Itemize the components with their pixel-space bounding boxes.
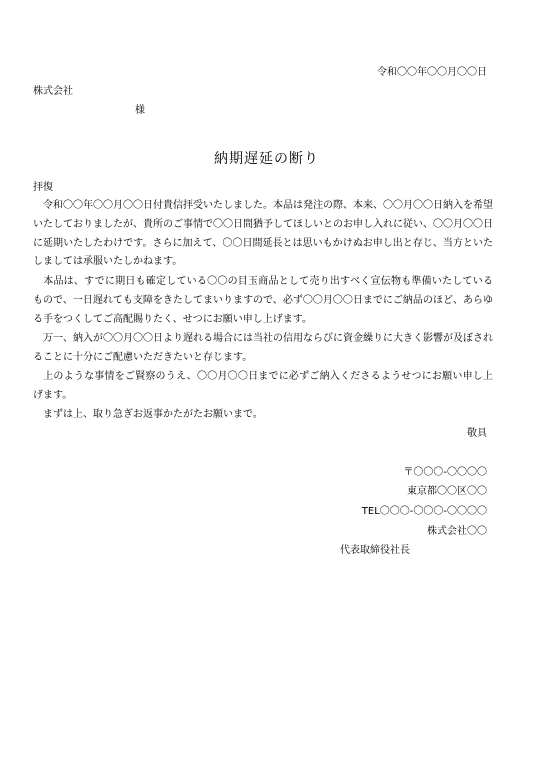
recipient-company: 株式会社: [33, 86, 73, 97]
closing: 敬具: [467, 428, 487, 439]
body-paragraph-3: 万一、納入が〇〇月〇〇日より遅れる場合には当社の信用ならびに資金繰りに大きく影響が及ぼされることに十分にご配慮いただきたいと存じます。: [33, 333, 493, 363]
salutation: 拝復: [33, 182, 53, 193]
letter-date: 令和〇〇年〇〇月〇〇日: [377, 67, 487, 78]
body-paragraph-5: まずは上、取り急ぎお返事かたがたお願いまで。: [33, 409, 263, 420]
body-paragraph-4: 上のような事情をご賢察のうえ、〇〇月〇〇日までに必ずご納入くださるようせつにお願い申し上げます。: [33, 371, 493, 401]
body-paragraph-1: 令和〇〇年〇〇月〇〇日付貴信拝受いたしました。本品は発注の際、本来、〇〇月〇〇日納入を希望いたしておりましたが、貴所のご事情で〇〇日間猶予してほしいとのお申し入れに従い、〇〇月〇〇日に延期いたしたわけです。さらに加えて、〇〇日間延長とは思いもかけぬお申し出と存じ、当方といたしましては承服いたしかねます。: [33, 200, 493, 268]
sender-company: 株式会社〇〇: [427, 526, 487, 537]
body-paragraph-2: 本品は、すでに期日も確定している〇〇の目玉商品として売り出すべく宣伝物も準備いたしているもので、一日遅れても支障をきたしてまいりますので、必ず〇〇月〇〇日までにご納品のほど、あらゆる手をつくしてご高配賜りたく、せつにお願い申し上げます。: [33, 276, 493, 325]
recipient-honorific: 様: [135, 105, 145, 116]
sender-postal: 〒〇〇〇-〇〇〇〇: [403, 467, 487, 478]
sender-tel: TEL〇〇〇-〇〇〇-〇〇〇〇: [361, 506, 487, 517]
sender-representative: 代表取締役社長: [340, 545, 410, 556]
letter-title: 納期遅延の断り: [214, 151, 319, 167]
sender-address: 東京都〇〇区〇〇: [407, 486, 487, 497]
